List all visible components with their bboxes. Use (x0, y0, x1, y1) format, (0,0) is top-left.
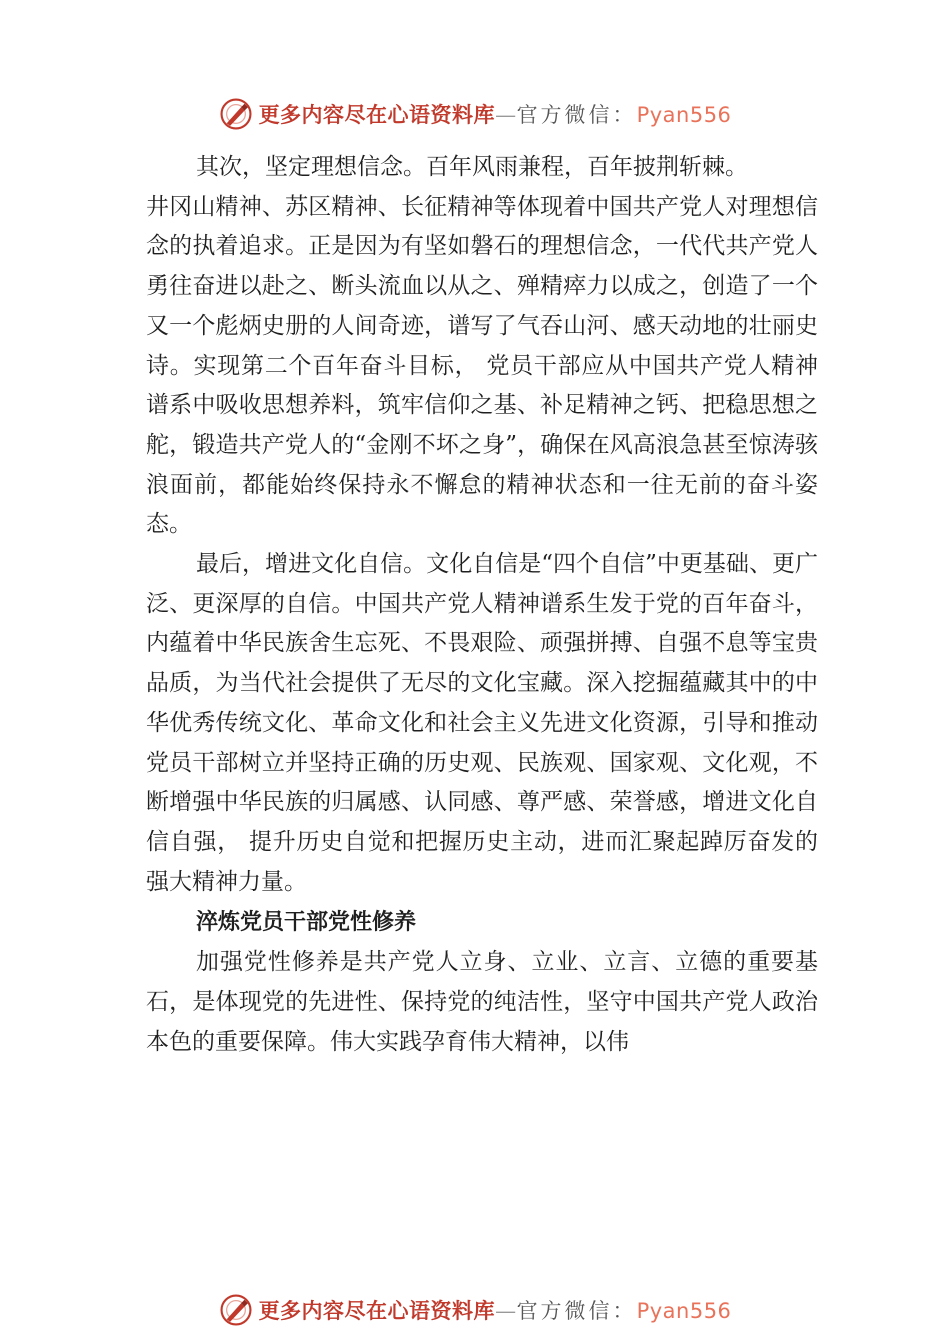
footer-account-id: Pyan556 (636, 1299, 732, 1323)
pen-logo-icon (219, 1293, 253, 1327)
header-banner (0, 94, 950, 134)
header-brand-name: 更多内容尽在心语资料库 (258, 102, 496, 127)
footer-banner-text (259, 1295, 732, 1325)
header-banner-text (259, 99, 732, 129)
header-official-label: 官方微信： (516, 103, 637, 127)
footer-dash: — (495, 1299, 517, 1323)
header-dash: — (495, 103, 517, 127)
footer-brand-name: 更多内容尽在心语资料库 (258, 1298, 496, 1323)
section-heading: 淬炼党员干部党性修养 (196, 910, 417, 936)
document-body (146, 148, 818, 1062)
header-account-id: Pyan556 (636, 103, 732, 127)
paragraph-1: 其次，坚定理想信念。百年风雨兼程，百年披荆斩棘。 (196, 154, 748, 180)
footer-banner (0, 1290, 950, 1330)
footer-official-label: 官方微信： (516, 1299, 637, 1323)
paragraph-4: 加强党性修养是共产党人立身、立业、立言、立德的重要基石，是体现党的先进性、保持党的纯洁性，坚守中国共产党人政治本色的重要保障。伟大实践孕育伟大精神，以伟 (146, 949, 818, 1055)
pen-logo-icon (219, 97, 253, 131)
paragraph-2: 井冈山精神、苏区精神、长征精神等体现着中国共产党人对理想信念的执着追求。正是因为有坚如磐石的理想信念，一代代共产党人勇往奋进以赴之、断头流血以从之、殚精瘁力以成之，创造了一个又一个彪炳史册的人间奇迹，谱写了气吞山河、感天动地的壮丽史诗。实现第二个百年奋斗目标， 党员干部应从中国共产党人精神谱系中吸收思想养料，筑牢信仰之基、补足精神之钙、把稳思想之舵，锻造共产党人的“金刚不坏之身”，确保在风高浪急甚至惊涛骇浪面前，都能始终保持永不懈怠的精神状态和一往无前的奋斗姿态。 (146, 193, 818, 538)
paragraph-3: 最后，增进文化自信。文化自信是“四个自信”中更基础、更广泛、更深厚的自信。中国共产党人精神谱系生发于党的百年奋斗，内蕴着中华民族舍生忘死、不畏艰险、顽强拼搏、自强不息等宝贵品质，为当代社会提供了无尽的文化宝藏。深入挖掘蕴藏其中的中华优秀传统文化、革命文化和社会主义先进文化资源，引导和推动党员干部树立并坚持正确的历史观、民族观、国家观、文化观，不断增强中华民族的归属感、认同感、尊严感、荣誉感，增进文化自信自强， 提升历史自觉和把握历史主动，进而汇聚起踔厉奋发的强大精神力量。 (146, 551, 818, 895)
